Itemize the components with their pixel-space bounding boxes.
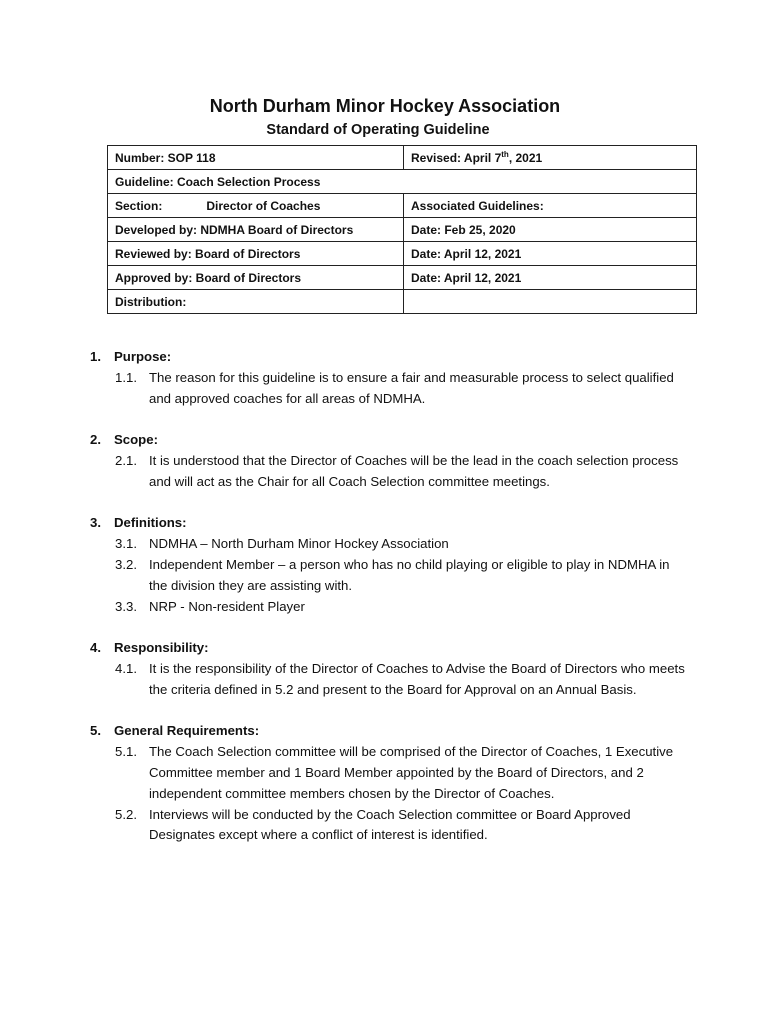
item-number: 5.2. [115, 806, 137, 822]
item-text: It is understood that the Director of Coaches will be the lead in the coach selection process and will act as the Chair for all Coach Selection committee meetings. [149, 452, 679, 489]
distribution-cell: Distribution: [108, 290, 404, 314]
reviewed-by-cell: Reviewed by: Board of Directors [108, 242, 404, 266]
revised-prefix: Revised: April 7 [411, 150, 502, 165]
sop-info-table [107, 145, 697, 314]
table-row [108, 194, 697, 218]
table-row [108, 218, 697, 242]
table-row [108, 266, 697, 290]
developed-by-cell: Developed by: NDMHA Board of Directors [108, 218, 404, 242]
list-item [90, 742, 690, 804]
revised-date-cell [404, 146, 697, 170]
item-text: NDMHA – North Durham Minor Hockey Association [149, 536, 449, 552]
list-item [90, 555, 690, 597]
item-number: 3.1. [115, 536, 137, 552]
approved-by-cell: Approved by: Board of Directors [108, 266, 404, 290]
associated-guidelines-cell: Associated Guidelines: [404, 194, 697, 218]
reviewed-date-cell: Date: April 12, 2021 [404, 242, 697, 266]
list-item [90, 659, 690, 701]
document-title: North Durham Minor Hockey Association [209, 96, 561, 116]
item-text: Independent Member – a person who has no child playing or eligible to play in NDMHA in the division they are assisting with. [149, 556, 670, 593]
section-number: 5. [90, 723, 101, 739]
section-label: Section: [115, 198, 163, 213]
section-title: Scope: [114, 432, 158, 448]
approved-date-cell: Date: April 12, 2021 [404, 266, 697, 290]
section-number: 1. [90, 349, 101, 364]
document-subtitle: Standard of Operating Guideline [266, 122, 490, 138]
list-item [90, 451, 690, 493]
section-heading [90, 347, 690, 368]
section-heading [90, 721, 690, 742]
section-4 [90, 638, 690, 700]
section-heading [90, 513, 690, 534]
distribution-value-cell [404, 290, 697, 314]
section-number: 2. [90, 432, 101, 448]
list-item [90, 597, 690, 618]
table-row [108, 146, 697, 170]
section-number: 3. [90, 515, 101, 531]
table-row [108, 242, 697, 266]
guideline-cell: Guideline: Coach Selection Process [108, 170, 697, 194]
section-title: Responsibility: [114, 640, 209, 656]
list-item [90, 534, 690, 555]
section-heading [90, 638, 690, 659]
section-2 [90, 430, 690, 492]
section-value: Director of Coaches [206, 198, 321, 213]
item-number: 5.1. [115, 744, 137, 760]
section-title: General Requirements: [114, 723, 260, 739]
table-row [108, 170, 697, 194]
section-title: Purpose: [114, 349, 172, 364]
section-5 [90, 721, 690, 846]
developed-date-cell: Date: Feb 25, 2020 [404, 218, 697, 242]
item-text: Interviews will be conducted by the Coach Selection committee or Board Approved Designates except where a conflict of interest is identified. [149, 806, 631, 843]
item-number: 3.3. [115, 598, 137, 614]
table-row [108, 290, 697, 314]
section-heading [90, 430, 690, 451]
revised-superscript: th [501, 149, 509, 159]
section-cell [108, 194, 404, 218]
item-number: 1.1. [115, 369, 137, 385]
item-text: NRP - Non-resident Player [149, 598, 305, 614]
item-number: 3.2. [115, 556, 137, 572]
section-title: Definitions: [114, 515, 187, 531]
list-item [90, 368, 690, 410]
section-3 [90, 513, 690, 617]
section-1 [90, 347, 690, 409]
item-text: The reason for this guideline is to ensure a fair and measurable process to select qualified and approved coaches for all areas of NDMHA. [149, 369, 674, 406]
sop-number-cell: Number: SOP 118 [108, 146, 404, 170]
guideline-sections [90, 347, 690, 867]
list-item [90, 805, 690, 847]
section-number: 4. [90, 640, 101, 656]
revised-suffix: , 2021 [508, 150, 543, 165]
item-number: 2.1. [115, 452, 137, 468]
item-text: It is the responsibility of the Director of Coaches to Advise the Board of Directors who meets the criteria defined in 5.2 and present to the Board for Approval on an Annual Basis. [149, 660, 685, 697]
item-number: 4.1. [115, 660, 137, 676]
item-text: The Coach Selection committee will be comprised of the Director of Coaches, 1 Executive Committee member and 1 Board Member appointed by the Board of Directors, and 2 independent committee members chosen by the Director of Coaches. [149, 744, 674, 801]
